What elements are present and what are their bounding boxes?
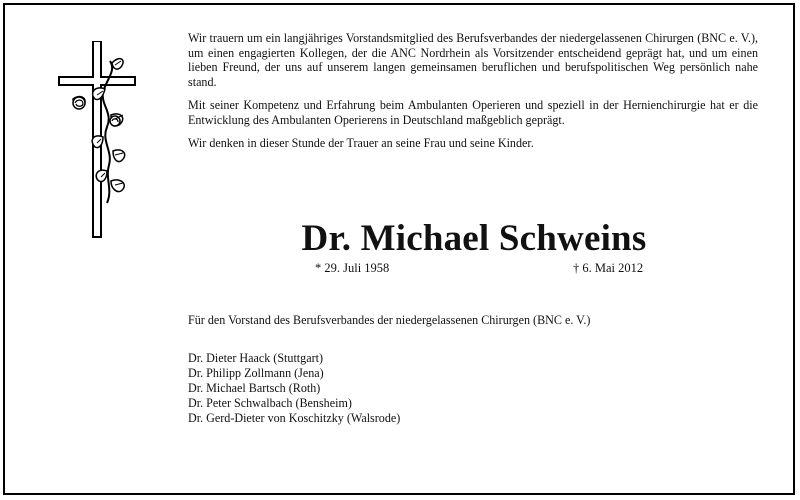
intro-paragraph: Mit seiner Kompetenz und Erfahrung beim Ambulanten Operieren und speziell in der Hernienchirurgie hat er die Entwicklung des Ambulanten Operierens in Deutschland maßgeblich geprägt. <box>188 98 758 127</box>
signer: Dr. Peter Schwalbach (Bensheim) <box>188 396 352 410</box>
intro-text <box>188 31 758 160</box>
intro-paragraph: Wir trauern um ein langjähriges Vorstandsmitglied des Berufsverbandes der niedergelassenen Chirurgen (BNC e. V.), um einen engagierten Kollegen, der die ANC Nordrhein als Vorsitzender entscheidend geprägt hat, und um einen lieben Freund, der uns auf unserem langen gemeinsamen beruflichen und berufspolitischen Weg persönlich nahe stand. <box>188 31 758 89</box>
signer: Dr. Gerd-Dieter von Koschitzky (Walsrode) <box>188 411 401 425</box>
signer: Dr. Michael Bartsch (Roth) <box>188 381 321 395</box>
cross-with-rose-icon <box>55 41 145 241</box>
intro-paragraph: Wir denken in dieser Stunde der Trauer an seine Frau und seine Kinder. <box>188 136 534 150</box>
signer: Dr. Philipp Zollmann (Jena) <box>188 366 324 380</box>
board-line: Für den Vorstand des Berufsverbandes der niedergelassenen Chirurgen (BNC e. V.) <box>188 313 591 327</box>
obituary-frame <box>3 3 795 495</box>
signer: Dr. Dieter Haack (Stuttgart) <box>188 351 323 365</box>
deceased-name: Dr. Michael Schweins <box>301 218 647 259</box>
death-date: † 6. Mai 2012 <box>573 261 644 275</box>
signers-list <box>188 351 400 426</box>
birth-date: * 29. Juli 1958 <box>315 261 390 275</box>
